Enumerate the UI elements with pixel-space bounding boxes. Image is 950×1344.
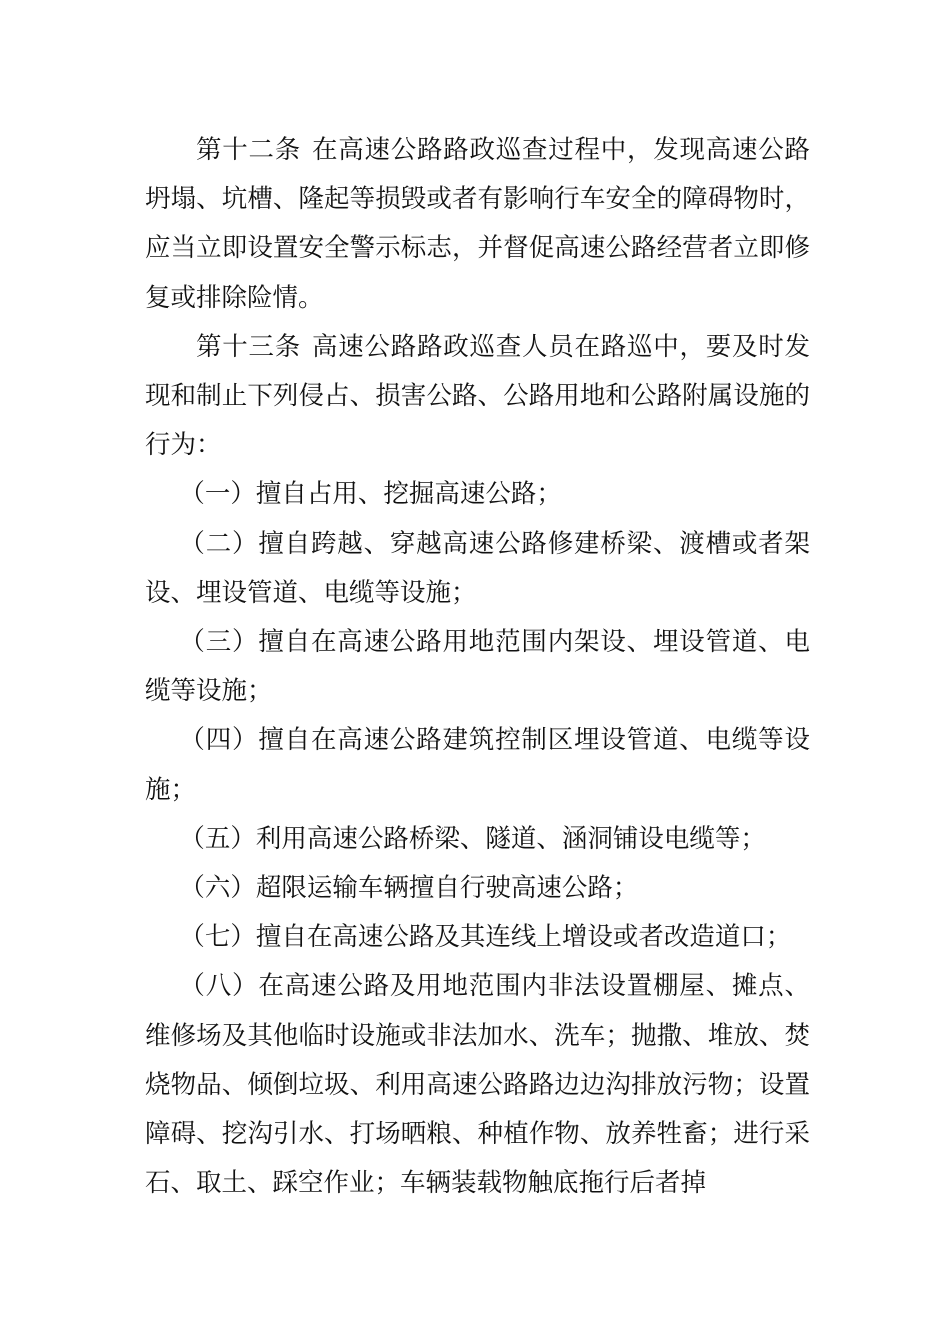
list-item: （七）擅自在高速公路及其连线上增设或者改造道口； xyxy=(179,922,792,953)
list-item: （三）擅自在高速公路用地范围内架设、埋设管道、电缆等设施； xyxy=(145,627,810,707)
article-13-text: 高速公路路政巡查人员在路巡中，要及时发现和制止下列侵占、损害公路、公路用地和公路附属设施的行为： xyxy=(145,331,810,461)
article-12-text: 在高速公路路政巡查过程中，发现高速公路坍塌、坑槽、隆起等损毁或者有影响行车安全的障碍物时，应当立即设置安全警示标志，并督促高速公路经营者立即修复或排除险情。 xyxy=(145,135,810,313)
list-item: （八）在高速公路及用地范围内非法设置棚屋、摊点、维修场及其他临时设施或非法加水、洗车；抛撒、堆放、焚烧物品、倾倒垃圾、利用高速公路路边边沟排放污物；设置障碍、挖沟引水、打场晒粮、种植作物、放养牲畜；进行采石、取土、踩空作业；车辆装载物触底拖行后者掉 xyxy=(145,971,810,1199)
article-12-number: 第十二条 xyxy=(196,135,302,165)
list-item: （一）擅自占用、挖掘高速公路； xyxy=(179,479,562,510)
list-item: （五）利用高速公路桥梁、隧道、涵洞铺设电缆等； xyxy=(179,823,766,854)
list-item: （四）擅自在高速公路建筑控制区埋设管道、电缆等设施； xyxy=(145,725,810,805)
list-item: （二）擅自跨越、穿越高速公路修建桥梁、渡槽或者架设、埋设管道、电缆等设施； xyxy=(145,528,810,608)
article-13-paragraph xyxy=(145,323,810,471)
list-item: （六）超限运输车辆擅自行驶高速公路； xyxy=(179,873,639,904)
article-13-number: 第十三条 xyxy=(196,331,302,362)
article-12-paragraph xyxy=(145,126,810,323)
document-body xyxy=(145,126,810,1208)
